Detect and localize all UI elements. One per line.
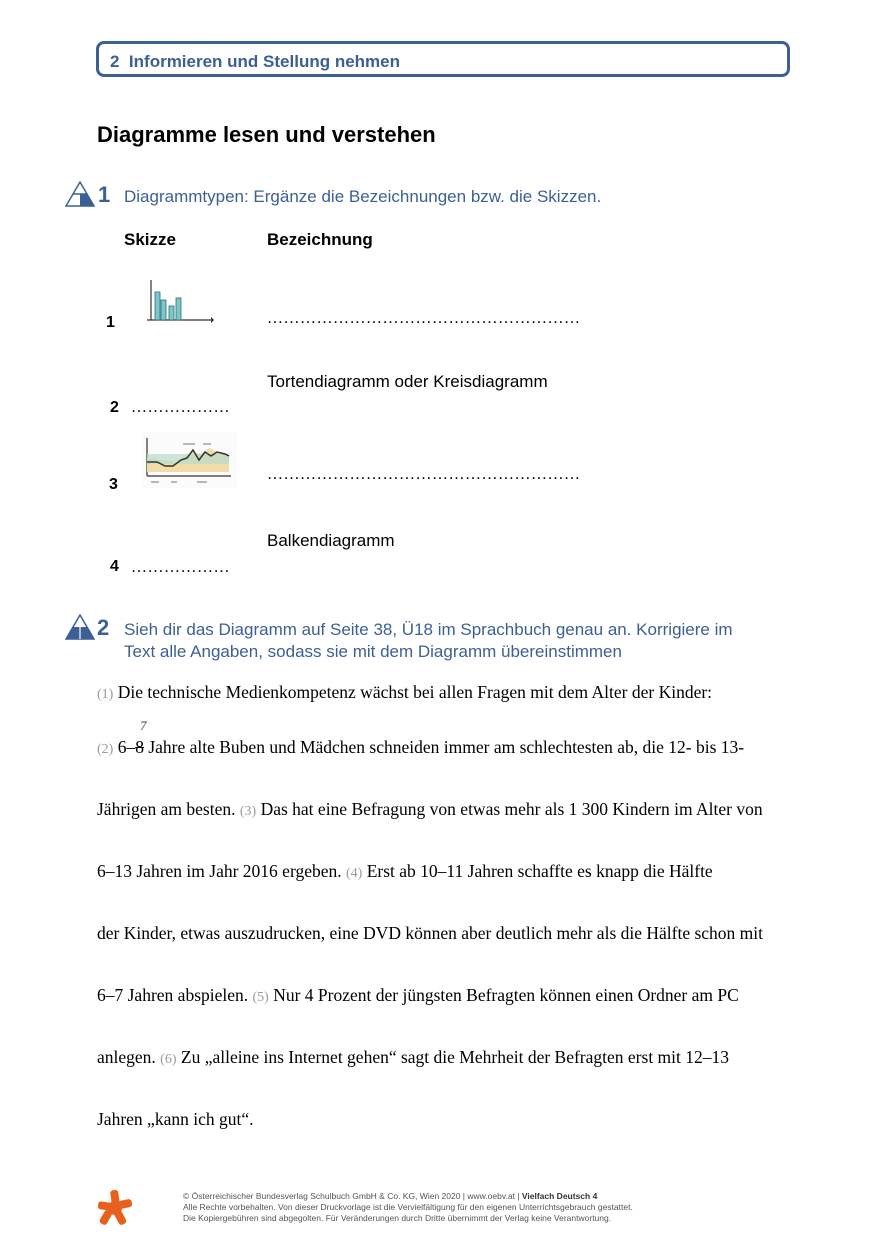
text-line-8: Jahren „kann ich gut“. <box>97 1109 254 1129</box>
handwritten-correction: 7 <box>140 718 147 733</box>
bar-chart-sketch <box>143 276 215 328</box>
row-3-number: 3 <box>109 476 118 493</box>
row-2-sketch-blank[interactable]: ……………… <box>131 399 230 416</box>
pyramid-level-icon <box>65 181 95 207</box>
oebv-asterisk-logo <box>96 1188 134 1228</box>
text-line-3: Jährigen am besten. (3) Das hat eine Befragung von etwas mehr als 1 300 Kindern im Alter von <box>97 799 763 819</box>
task-2-number: 2 <box>97 615 110 640</box>
footer-line-1: © Österreichischer Bundesverlag Schulbuch GmbH & Co. KG, Wien 2020 | www.oebv.at | Vielfach Deutsch 4 <box>183 1191 598 1201</box>
sentence-number: (1) <box>97 687 114 702</box>
footer-line-2: Alle Rechte vorbehalten. Von dieser Druckvorlage ist die Vervielfältigung für den eigenen Unterrichtsgebrauch gestattet. <box>183 1202 633 1212</box>
task-2-instruction-line-2: Text alle Angaben, sodass sie mit dem Diagramm übereinstimmen <box>124 642 622 661</box>
chapter-title: Informieren und Stellung nehmen <box>128 52 400 71</box>
row-3-label-blank[interactable]: ………………………………………………… <box>267 466 581 483</box>
column-header-sketch: Skizze <box>124 230 176 249</box>
text-line-6: 6–7 Jahren abspielen. (5) Nur 4 Prozent der jüngsten Befragten können einen Ordner am PC <box>97 985 739 1005</box>
pyramid-level-icon <box>65 614 95 640</box>
sentence-number: (4) <box>346 866 363 881</box>
sentence-number: (6) <box>160 1052 177 1067</box>
row-4-sketch-blank[interactable]: ……………… <box>131 559 230 576</box>
row-4-number: 4 <box>110 558 119 575</box>
row-1-label-blank[interactable]: ………………………………………………… <box>267 310 581 327</box>
text-line-5: der Kinder, etwas auszudrucken, eine DVD können aber deutlich mehr als die Hälfte schon mit <box>97 923 764 943</box>
text-line-4: 6–13 Jahren im Jahr 2016 ergeben. (4) Erst ab 10–11 Jahren schaffte es knapp die Hälfte <box>97 861 713 881</box>
task-1-instruction: Diagrammtypen: Ergänze die Bezeichnungen bzw. die Skizzen. <box>124 187 602 206</box>
chapter-number: 2 <box>110 52 120 71</box>
text-line-1: (1) Die technische Medienkompetenz wächst bei allen Fragen mit dem Alter der Kinder: <box>97 682 713 702</box>
line-chart-sketch <box>141 432 237 490</box>
sentence-number: (2) <box>97 742 114 757</box>
text-line-7: anlegen. (6) Zu „alleine ins Internet gehen“ sagt die Mehrheit der Befragten erst mit 12–13 <box>97 1047 730 1067</box>
footer-line-3: Die Kopiergebühren sind abgegolten. Für Veränderungen durch Dritte übernimmt der Verlag keine Verantwortung. <box>183 1213 612 1223</box>
footer-copyright <box>183 1191 633 1224</box>
row-2-label: Tortendiagramm oder Kreisdiagramm <box>267 372 548 391</box>
column-header-label: Bezeichnung <box>267 230 373 249</box>
row-1-number: 1 <box>106 314 115 331</box>
chapter-header <box>110 52 400 72</box>
text-line-2: (2) 6–8 Jahre alte Buben und Mädchen schneiden immer am schlechtesten ab, die 12- bis 13- <box>97 737 745 757</box>
struck-number: 8 <box>135 737 144 757</box>
sentence-number: (3) <box>239 804 257 819</box>
row-2-number: 2 <box>110 399 119 416</box>
task-2-instruction-line-1: Sieh dir das Diagramm auf Seite 38, Ü18 im Sprachbuch genau an. Korrigiere im <box>124 620 733 639</box>
sentence-number: (5) <box>252 990 269 1005</box>
book-title: Vielfach Deutsch 4 <box>521 1191 598 1201</box>
task-2-instruction <box>124 619 733 663</box>
page-title: Diagramme lesen und verstehen <box>97 122 436 147</box>
task-1-number: 1 <box>98 182 111 207</box>
row-4-label: Balkendiagramm <box>267 531 395 550</box>
